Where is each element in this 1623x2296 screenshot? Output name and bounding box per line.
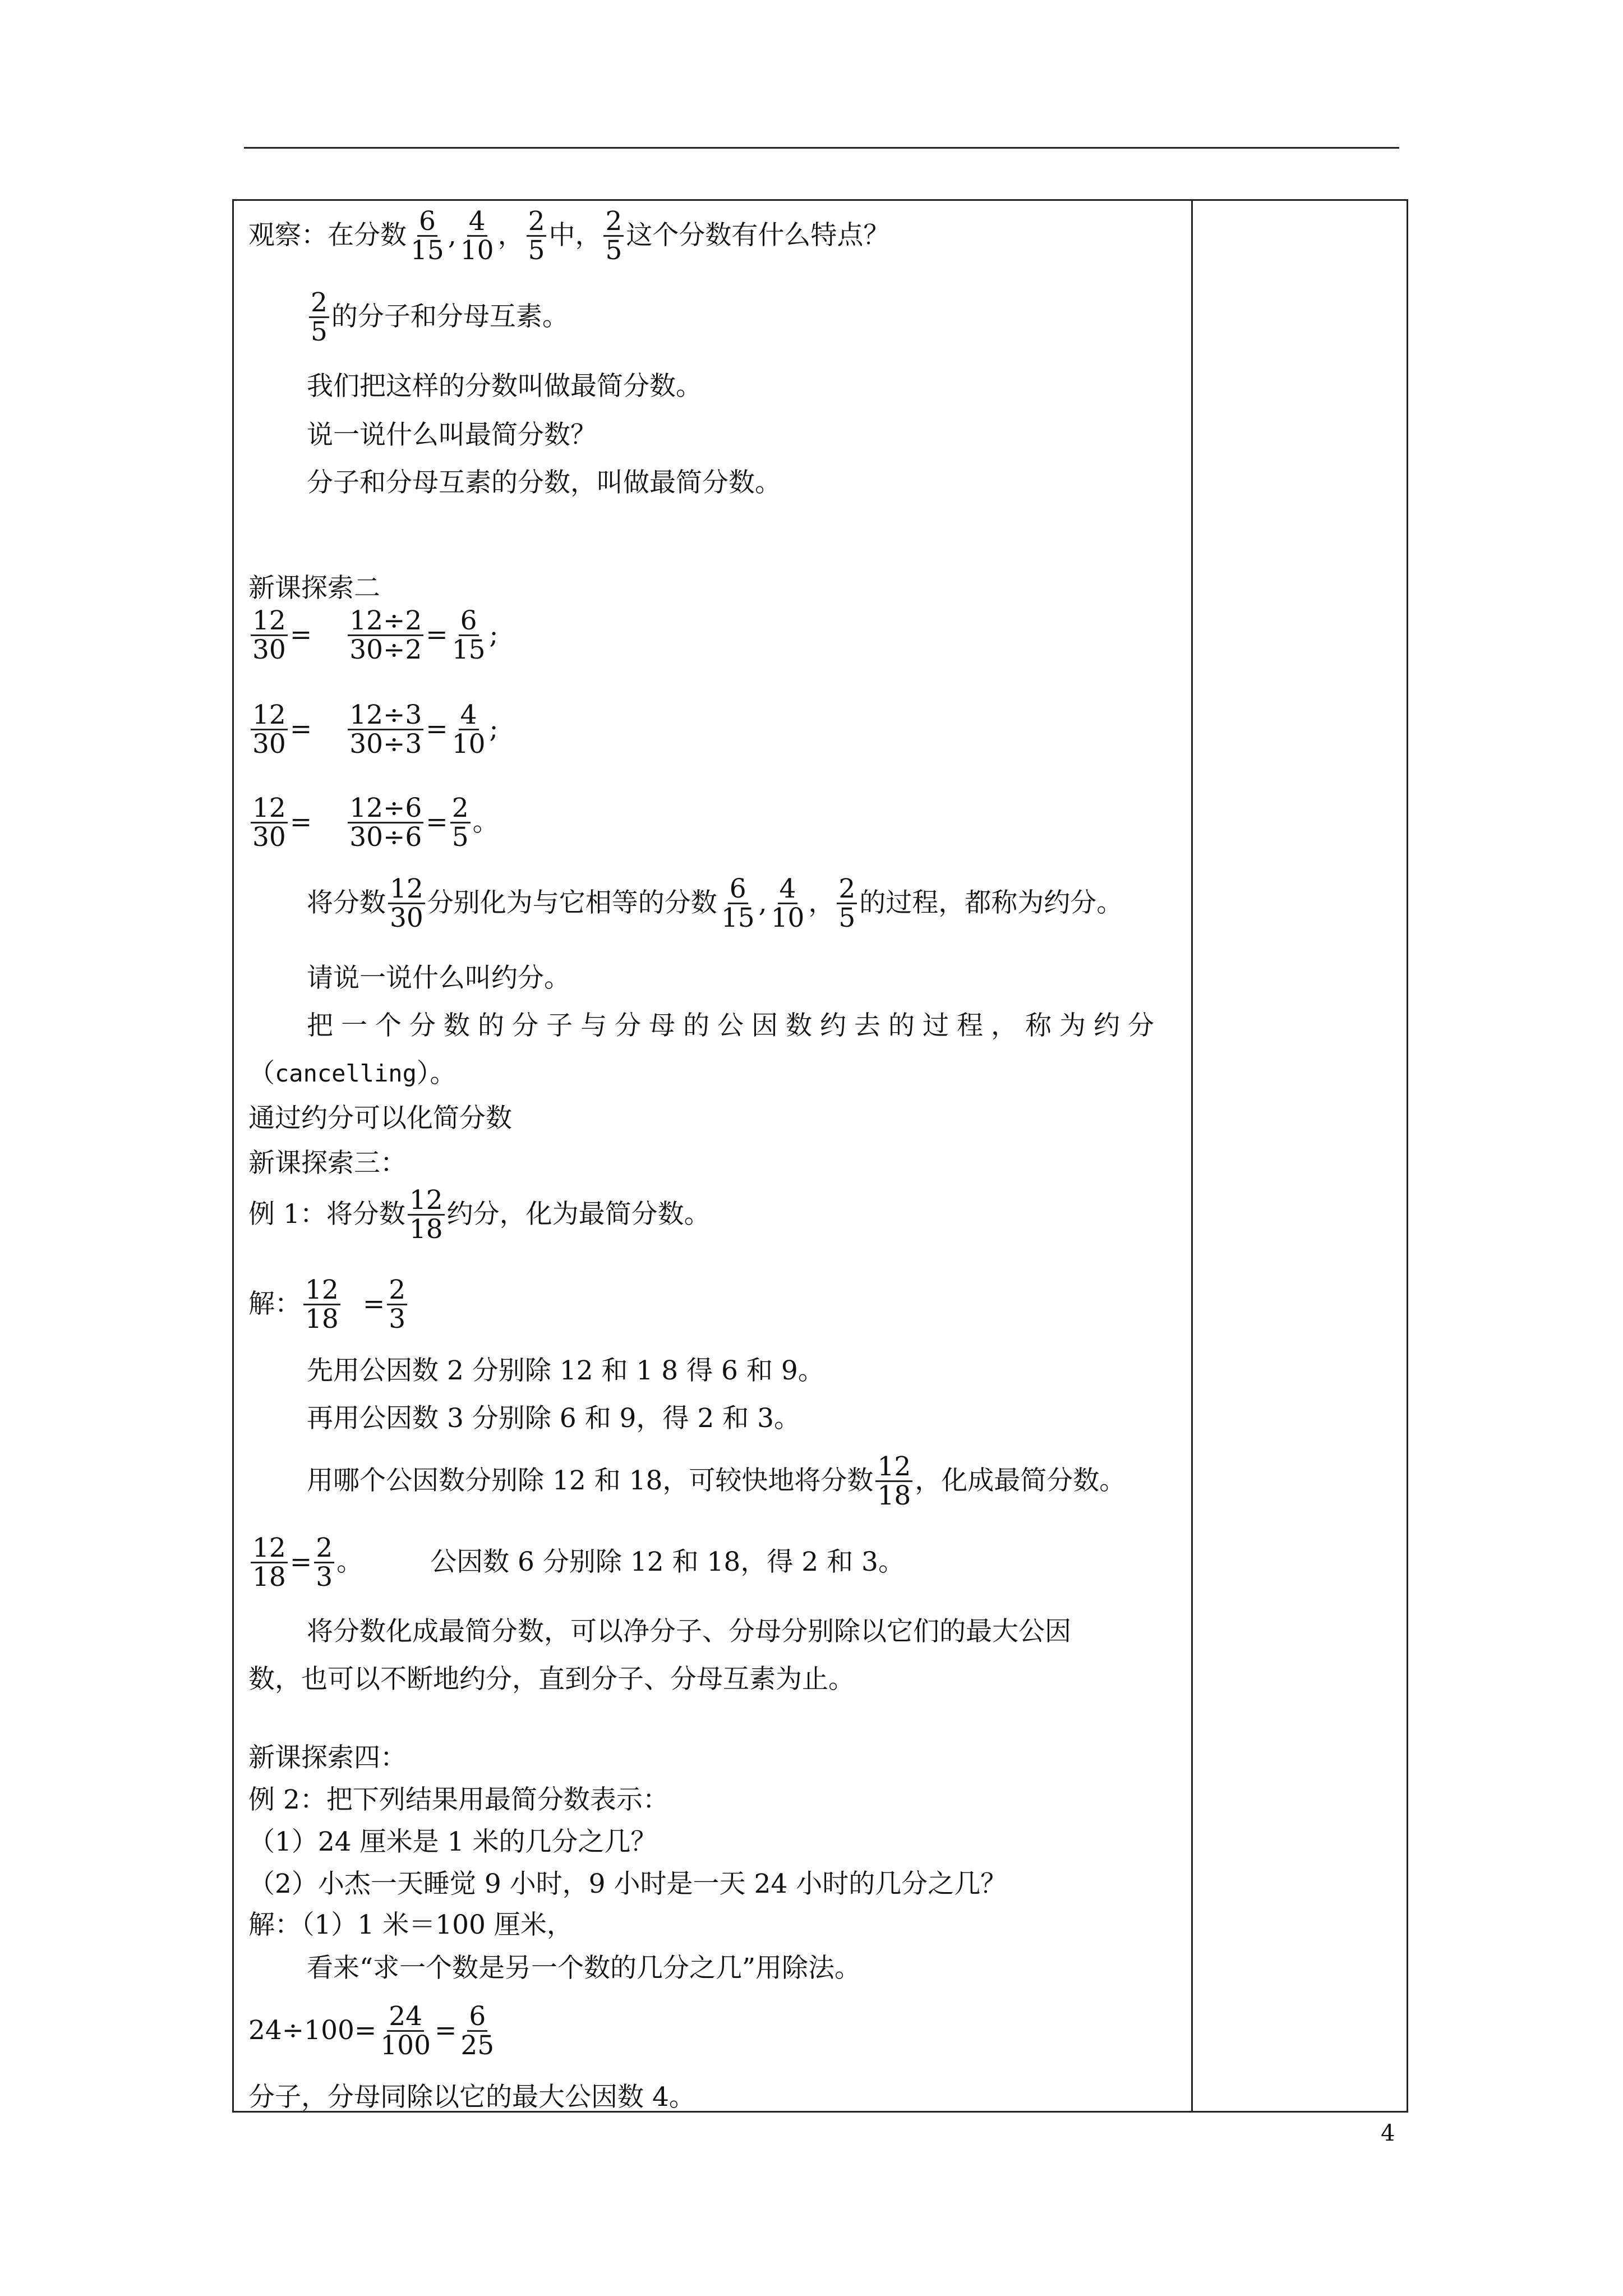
numerator: 12÷6 <box>348 794 423 823</box>
fraction <box>720 875 757 932</box>
text: ， <box>497 220 524 251</box>
text: = <box>426 619 448 651</box>
solution-question <box>307 1453 1126 1510</box>
denominator: 18 <box>305 1304 339 1335</box>
example-2: 例 2：把下列结果用最简分数表示： <box>248 1784 669 1815</box>
text: 解： <box>248 1289 301 1320</box>
text: ，化成最简分数。 <box>915 1465 1126 1497</box>
denominator: 5 <box>528 235 545 266</box>
denominator: 15 <box>411 235 444 266</box>
text: , <box>758 887 767 919</box>
text: , <box>448 220 457 251</box>
denominator: 25 <box>460 2030 495 2062</box>
numerator: 12 <box>303 1276 340 1305</box>
denominator: 10 <box>460 235 494 266</box>
definition-cancelling: 把一个分数的分子与分母的公因数约去的过程，称为约分 <box>307 1010 1162 1041</box>
equation-3 <box>248 794 499 852</box>
denominator: 30÷3 <box>349 729 422 760</box>
numerator: 2 <box>450 794 471 823</box>
numerator: 6 <box>467 2003 487 2032</box>
example-2-question-1: （1）24 厘米是 1 米的几分之几？ <box>248 1826 657 1857</box>
text: = <box>289 619 312 651</box>
text: 约分，化为最简分数。 <box>446 1199 711 1230</box>
fraction <box>459 208 496 265</box>
example-2-question-2: （2）小杰一天睡觉 9 小时，9 小时是一天 24 小时的几分之几？ <box>248 1869 1007 1899</box>
numerator: 12 <box>251 701 288 730</box>
numerator: 6 <box>459 607 479 636</box>
text: （ <box>248 1058 275 1089</box>
text: = <box>289 714 312 745</box>
denominator: 18 <box>409 1214 443 1245</box>
text: 中， <box>548 220 602 251</box>
text: = <box>289 1547 312 1578</box>
question-cancelling: 请说一说什么叫约分。 <box>307 963 570 993</box>
text: 的分子和分母互素。 <box>331 301 569 333</box>
numerator: 12÷2 <box>348 607 423 636</box>
numerator: 12 <box>251 1534 288 1563</box>
numerator: 6 <box>417 208 437 237</box>
denominator: 30 <box>252 634 286 666</box>
section-3-title: 新课探索三： <box>248 1148 407 1179</box>
numerator: 12 <box>251 607 288 636</box>
cancelling-explanation <box>307 875 1123 932</box>
section-2-title: 新课探索二 <box>248 573 380 604</box>
text: 这个分数有什么特点？ <box>626 220 890 251</box>
example-1-solution <box>248 1276 409 1333</box>
text: 分别化为与它相等的分数 <box>427 887 717 919</box>
numerator: 4 <box>778 875 798 904</box>
denominator: 5 <box>311 316 328 348</box>
fraction <box>251 1534 288 1591</box>
division-hint: 看来“求一个数是另一个数的几分之几”用除法。 <box>307 1953 861 1984</box>
intro-line-3: 我们把这样的分数叫做最简分数。 <box>307 371 702 402</box>
denominator: 30÷2 <box>349 634 422 666</box>
text: = <box>435 2015 457 2046</box>
section-4-title: 新课探索四： <box>248 1742 407 1773</box>
text: = <box>426 714 448 745</box>
fraction <box>348 794 423 852</box>
denominator: 100 <box>380 2030 431 2062</box>
final-note: 分子，分母同除以它的最大公因数 4。 <box>248 2082 695 2113</box>
intro-line-2 <box>307 289 569 346</box>
fraction <box>769 875 806 932</box>
fraction <box>409 208 446 265</box>
text: 。 <box>336 1547 363 1578</box>
denominator: 30 <box>390 903 423 934</box>
fraction <box>251 794 288 852</box>
denominator: 15 <box>721 903 755 934</box>
numerator: 4 <box>467 208 487 237</box>
fraction <box>450 607 487 664</box>
numerator: 12 <box>388 875 425 904</box>
solution-step-2: 再用公因数 3 分别除 6 和 9，得 2 和 3。 <box>307 1403 801 1434</box>
denominator: 3 <box>316 1562 333 1593</box>
numerator: 12 <box>408 1186 445 1216</box>
denominator: 15 <box>451 634 486 666</box>
numerator: 24 <box>387 2003 424 2032</box>
conclusion-line-2: 数，也可以不断地约分，直到分子、分母互素为止。 <box>248 1664 855 1695</box>
text: 观察：在分数 <box>248 220 407 251</box>
text: ， <box>808 887 835 919</box>
text: ; <box>489 619 499 651</box>
equation-1 <box>248 607 498 664</box>
denominator: 30÷6 <box>349 822 422 853</box>
text: 公因数 6 分别除 12 和 18，得 2 和 3。 <box>430 1547 905 1578</box>
text: 用哪个公因数分别除 12 和 18，可较快地将分数 <box>307 1465 874 1497</box>
text: ; <box>489 714 499 745</box>
fraction <box>450 701 487 758</box>
text: ）。 <box>416 1058 457 1089</box>
denominator: 18 <box>252 1562 286 1593</box>
denominator: 18 <box>877 1480 911 1512</box>
numerator: 2 <box>314 1534 334 1563</box>
numerator: 2 <box>603 208 624 237</box>
numerator: 2 <box>309 289 329 318</box>
fraction <box>348 701 423 758</box>
table-column-divider <box>1191 199 1193 2113</box>
text: = <box>426 807 448 838</box>
header-rule <box>244 147 1399 149</box>
english-term: cancelling <box>275 1060 417 1088</box>
denominator: 5 <box>838 903 856 934</box>
fraction <box>450 794 471 852</box>
fraction <box>527 208 547 265</box>
numerator: 12 <box>875 1453 912 1482</box>
text: 。 <box>472 807 499 838</box>
equation-2 <box>248 701 498 758</box>
fraction <box>837 875 857 932</box>
definition-english-term <box>248 1057 456 1091</box>
text: 例 1：将分数 <box>248 1199 405 1230</box>
fraction <box>379 2003 432 2060</box>
intro-line-4: 说一说什么叫最简分数？ <box>307 420 597 450</box>
denominator: 10 <box>771 903 805 934</box>
division-equation <box>248 2003 498 2060</box>
fraction <box>387 1276 407 1333</box>
fraction <box>459 2003 496 2060</box>
note-simplify: 通过约分可以化简分数 <box>248 1103 512 1134</box>
solution-step-1: 先用公因数 2 分别除 12 和 1 8 得 6 和 9。 <box>307 1355 824 1386</box>
numerator: 12÷3 <box>348 701 423 730</box>
text: = <box>289 807 312 838</box>
denominator: 10 <box>451 729 486 760</box>
fraction <box>251 607 288 664</box>
numerator: 2 <box>527 208 547 237</box>
definition-simplest-fraction: 分子和分母互素的分数，叫做最简分数。 <box>307 467 781 498</box>
text: 24÷100= <box>248 2015 377 2046</box>
fraction <box>309 289 329 346</box>
fraction <box>875 1453 912 1510</box>
intro-line-1 <box>248 208 889 265</box>
text: 将分数 <box>307 887 386 919</box>
fraction <box>388 875 425 932</box>
numerator: 12 <box>251 794 288 823</box>
fraction <box>408 1186 445 1244</box>
denominator: 30 <box>252 822 286 853</box>
denominator: 3 <box>389 1304 406 1335</box>
denominator: 5 <box>605 235 623 266</box>
fraction <box>251 701 288 758</box>
text: = <box>362 1289 385 1320</box>
denominator: 30 <box>252 729 286 760</box>
text: 的过程，都称为约分。 <box>859 887 1123 919</box>
fraction <box>603 208 624 265</box>
example-2-solution: 解：（1）1 米＝100 厘米， <box>248 1910 573 1940</box>
conclusion-line-1: 将分数化成最简分数，可以净分子、分母分别除以它们的最大公因 <box>307 1616 1071 1647</box>
fraction <box>348 607 423 664</box>
example-1 <box>248 1186 711 1244</box>
numerator: 2 <box>387 1276 407 1305</box>
page-number: 4 <box>1381 2120 1395 2146</box>
numerator: 6 <box>728 875 748 904</box>
fraction <box>314 1534 334 1591</box>
numerator: 2 <box>837 875 857 904</box>
numerator: 4 <box>459 701 479 730</box>
denominator: 5 <box>451 822 469 853</box>
fraction <box>303 1276 340 1333</box>
solution-equation <box>248 1534 905 1591</box>
